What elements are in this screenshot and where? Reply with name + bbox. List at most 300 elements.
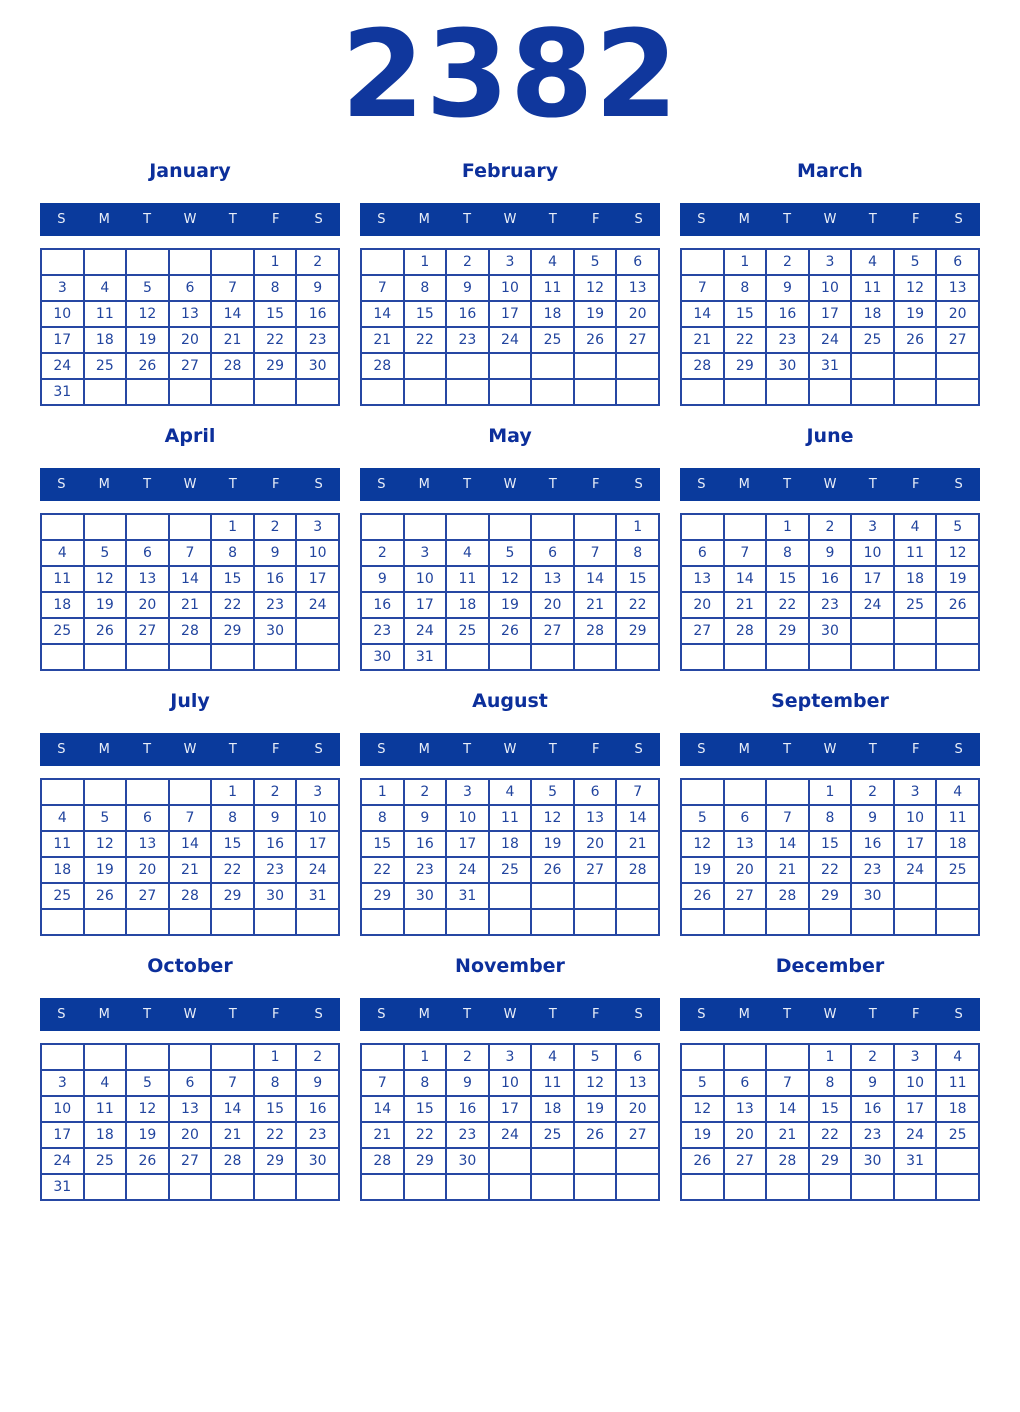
day-cell: 8 [404, 1070, 447, 1096]
day-cell: 5 [681, 805, 724, 831]
month-days-body [41, 779, 339, 935]
day-cell: 20 [681, 592, 724, 618]
weekday-label: M [738, 477, 750, 492]
day-cell: 13 [936, 275, 979, 301]
day-cell: 22 [211, 592, 254, 618]
day-cell: 12 [574, 1070, 617, 1096]
weekday-label: W [823, 742, 837, 757]
empty-day-cell [616, 1148, 659, 1174]
day-cell: 25 [446, 618, 489, 644]
day-cell: 28 [169, 618, 212, 644]
day-cell: 20 [724, 1122, 767, 1148]
day-cell: 1 [211, 779, 254, 805]
empty-day-cell [41, 909, 84, 935]
weekday-label: W [183, 477, 197, 492]
weekday-header-row [40, 468, 340, 501]
day-cell: 25 [531, 327, 574, 353]
day-cell: 26 [936, 592, 979, 618]
day-cell: 5 [681, 1070, 724, 1096]
day-cell: 13 [724, 1096, 767, 1122]
empty-day-cell [531, 909, 574, 935]
day-cell: 7 [766, 805, 809, 831]
day-cell: 23 [851, 1122, 894, 1148]
month-days-body [41, 1044, 339, 1200]
day-cell: 6 [531, 540, 574, 566]
day-cell: 19 [84, 857, 127, 883]
day-cell: 14 [361, 301, 404, 327]
week-row [41, 1122, 339, 1148]
empty-day-cell [296, 909, 339, 935]
day-cell: 14 [724, 566, 767, 592]
weekday-label: W [823, 1007, 837, 1022]
day-cell: 16 [361, 592, 404, 618]
empty-day-cell [851, 379, 894, 405]
day-cell: 26 [681, 883, 724, 909]
months-grid [0, 160, 1020, 1201]
weekday-label: M [418, 742, 430, 757]
day-cell: 26 [126, 353, 169, 379]
week-row [41, 618, 339, 644]
empty-day-cell [574, 1174, 617, 1200]
day-cell: 27 [616, 327, 659, 353]
week-row [41, 909, 339, 935]
week-row [361, 857, 659, 883]
weekday-label: S [377, 212, 386, 227]
empty-day-cell [169, 644, 212, 670]
day-cell: 4 [446, 540, 489, 566]
day-cell: 23 [851, 857, 894, 883]
weekday-label: T [868, 1007, 877, 1022]
day-cell: 5 [936, 514, 979, 540]
weekday-label: T [463, 212, 472, 227]
month-title: September [771, 690, 889, 712]
day-cell: 10 [446, 805, 489, 831]
weekday-label: S [314, 1007, 323, 1022]
empty-day-cell [531, 1148, 574, 1174]
day-cell: 30 [361, 644, 404, 670]
day-cell: 5 [489, 540, 532, 566]
day-cell: 2 [296, 1044, 339, 1070]
day-cell: 19 [936, 566, 979, 592]
day-cell: 11 [84, 301, 127, 327]
day-cell: 21 [211, 327, 254, 353]
empty-day-cell [361, 379, 404, 405]
day-cell: 18 [41, 592, 84, 618]
day-cell: 12 [84, 831, 127, 857]
day-cell: 9 [296, 1070, 339, 1096]
day-cell: 16 [446, 1096, 489, 1122]
empty-day-cell [84, 249, 127, 275]
week-row [41, 779, 339, 805]
month-block [40, 955, 340, 1201]
day-cell: 16 [766, 301, 809, 327]
day-cell: 8 [404, 275, 447, 301]
day-cell: 27 [724, 883, 767, 909]
week-row [681, 514, 979, 540]
month-title: January [149, 160, 231, 182]
week-row [681, 1044, 979, 1070]
day-cell: 5 [84, 805, 127, 831]
day-cell: 6 [724, 1070, 767, 1096]
weekday-label: F [911, 212, 920, 227]
day-cell: 25 [936, 857, 979, 883]
week-row [41, 1148, 339, 1174]
day-cell: 30 [851, 1148, 894, 1174]
empty-day-cell [404, 353, 447, 379]
day-cell: 20 [531, 592, 574, 618]
day-cell: 24 [446, 857, 489, 883]
day-cell: 15 [211, 831, 254, 857]
empty-day-cell [211, 909, 254, 935]
empty-day-cell [681, 379, 724, 405]
month-days-body [361, 249, 659, 405]
empty-day-cell [851, 353, 894, 379]
empty-day-cell [254, 1174, 297, 1200]
day-cell: 29 [809, 883, 852, 909]
day-cell: 7 [681, 275, 724, 301]
empty-day-cell [254, 644, 297, 670]
day-cell: 9 [404, 805, 447, 831]
day-cell: 15 [766, 566, 809, 592]
empty-day-cell [766, 644, 809, 670]
week-row [41, 805, 339, 831]
day-cell: 19 [126, 327, 169, 353]
day-cell: 5 [894, 249, 937, 275]
day-cell: 28 [681, 353, 724, 379]
day-cell: 24 [489, 327, 532, 353]
day-cell: 23 [446, 1122, 489, 1148]
empty-day-cell [126, 379, 169, 405]
weekday-label: S [314, 212, 323, 227]
day-cell: 15 [211, 566, 254, 592]
weekday-label: M [98, 742, 110, 757]
empty-day-cell [724, 379, 767, 405]
empty-day-cell [169, 514, 212, 540]
day-cell: 10 [296, 540, 339, 566]
week-row [681, 805, 979, 831]
weekday-label: T [228, 477, 237, 492]
weekday-label: T [463, 477, 472, 492]
week-row [681, 1122, 979, 1148]
day-cell: 31 [894, 1148, 937, 1174]
day-cell: 25 [41, 618, 84, 644]
day-cell: 7 [766, 1070, 809, 1096]
day-cell: 21 [211, 1122, 254, 1148]
day-cell: 21 [574, 592, 617, 618]
empty-day-cell [766, 779, 809, 805]
day-cell: 26 [681, 1148, 724, 1174]
month-title: November [455, 955, 565, 977]
week-row [361, 1044, 659, 1070]
empty-day-cell [211, 644, 254, 670]
week-row [41, 275, 339, 301]
empty-day-cell [296, 1174, 339, 1200]
day-cell: 31 [41, 379, 84, 405]
day-cell: 7 [574, 540, 617, 566]
day-cell: 26 [574, 1122, 617, 1148]
day-cell: 15 [404, 301, 447, 327]
day-cell: 11 [531, 275, 574, 301]
week-row [681, 353, 979, 379]
month-days-body [681, 779, 979, 935]
month-block [40, 690, 340, 936]
day-cell: 20 [169, 327, 212, 353]
day-cell: 19 [681, 1122, 724, 1148]
weekday-label: W [823, 212, 837, 227]
day-cell: 27 [126, 883, 169, 909]
day-cell: 25 [851, 327, 894, 353]
day-cell: 5 [126, 275, 169, 301]
empty-day-cell [126, 1044, 169, 1070]
day-cell: 13 [574, 805, 617, 831]
empty-day-cell [404, 1174, 447, 1200]
week-row [361, 909, 659, 935]
empty-day-cell [489, 514, 532, 540]
day-cell: 6 [169, 275, 212, 301]
empty-day-cell [894, 353, 937, 379]
weekday-label: M [418, 477, 430, 492]
day-cell: 2 [851, 779, 894, 805]
day-cell: 4 [531, 1044, 574, 1070]
day-cell: 14 [766, 831, 809, 857]
day-cell: 26 [894, 327, 937, 353]
day-cell: 17 [404, 592, 447, 618]
day-cell: 6 [681, 540, 724, 566]
day-cell: 15 [361, 831, 404, 857]
weekday-label: S [697, 212, 706, 227]
empty-day-cell [574, 883, 617, 909]
weekday-label: M [98, 477, 110, 492]
weekday-header-row [40, 203, 340, 236]
day-cell: 22 [404, 327, 447, 353]
empty-day-cell [531, 644, 574, 670]
week-row [681, 644, 979, 670]
empty-day-cell [681, 514, 724, 540]
day-cell: 18 [446, 592, 489, 618]
month-days-table [680, 248, 980, 406]
empty-day-cell [84, 379, 127, 405]
day-cell: 11 [489, 805, 532, 831]
day-cell: 3 [489, 1044, 532, 1070]
empty-day-cell [41, 249, 84, 275]
day-cell: 8 [254, 275, 297, 301]
day-cell: 6 [126, 805, 169, 831]
empty-day-cell [489, 883, 532, 909]
weekday-label: M [738, 742, 750, 757]
day-cell: 26 [84, 618, 127, 644]
month-days-table [40, 513, 340, 671]
day-cell: 5 [84, 540, 127, 566]
day-cell: 27 [169, 353, 212, 379]
empty-day-cell [724, 1174, 767, 1200]
week-row [41, 1044, 339, 1070]
empty-day-cell [361, 909, 404, 935]
weekday-label: S [57, 1007, 66, 1022]
day-cell: 20 [126, 857, 169, 883]
empty-day-cell [936, 644, 979, 670]
weekday-label: S [954, 212, 963, 227]
day-cell: 20 [724, 857, 767, 883]
day-cell: 1 [766, 514, 809, 540]
day-cell: 18 [84, 327, 127, 353]
day-cell: 30 [809, 618, 852, 644]
weekday-label: S [377, 1007, 386, 1022]
empty-day-cell [254, 379, 297, 405]
day-cell: 18 [41, 857, 84, 883]
weekday-header-row [360, 203, 660, 236]
day-cell: 13 [681, 566, 724, 592]
empty-day-cell [296, 618, 339, 644]
day-cell: 1 [211, 514, 254, 540]
day-cell: 16 [404, 831, 447, 857]
month-days-body [681, 249, 979, 405]
day-cell: 12 [681, 831, 724, 857]
day-cell: 15 [724, 301, 767, 327]
day-cell: 11 [41, 831, 84, 857]
empty-day-cell [681, 779, 724, 805]
empty-day-cell [296, 379, 339, 405]
day-cell: 17 [894, 831, 937, 857]
weekday-label: T [143, 1007, 152, 1022]
month-title: December [775, 955, 885, 977]
day-cell: 24 [41, 353, 84, 379]
month-block [360, 160, 660, 406]
day-cell: 11 [851, 275, 894, 301]
day-cell: 17 [489, 301, 532, 327]
empty-day-cell [41, 1044, 84, 1070]
day-cell: 21 [724, 592, 767, 618]
day-cell: 27 [126, 618, 169, 644]
weekday-label: S [697, 742, 706, 757]
empty-day-cell [169, 249, 212, 275]
weekday-label: T [228, 1007, 237, 1022]
day-cell: 25 [531, 1122, 574, 1148]
empty-day-cell [681, 249, 724, 275]
month-days-table [360, 513, 660, 671]
week-row [681, 857, 979, 883]
day-cell: 3 [851, 514, 894, 540]
weekday-header-row [40, 733, 340, 766]
week-row [361, 644, 659, 670]
empty-day-cell [574, 379, 617, 405]
day-cell: 22 [809, 1122, 852, 1148]
empty-day-cell [681, 1174, 724, 1200]
day-cell: 29 [254, 1148, 297, 1174]
day-cell: 23 [809, 592, 852, 618]
week-row [361, 1174, 659, 1200]
weekday-label: S [377, 742, 386, 757]
month-block [360, 955, 660, 1201]
day-cell: 17 [446, 831, 489, 857]
day-cell: 29 [809, 1148, 852, 1174]
empty-day-cell [126, 249, 169, 275]
month-days-table [680, 778, 980, 936]
month-block [360, 425, 660, 671]
empty-day-cell [126, 644, 169, 670]
empty-day-cell [169, 379, 212, 405]
weekday-label: T [548, 477, 557, 492]
day-cell: 18 [894, 566, 937, 592]
month-days-body [681, 514, 979, 670]
weekday-label: S [954, 477, 963, 492]
day-cell: 25 [489, 857, 532, 883]
day-cell: 18 [531, 301, 574, 327]
day-cell: 20 [574, 831, 617, 857]
empty-day-cell [169, 909, 212, 935]
week-row [681, 327, 979, 353]
weekday-label: W [503, 212, 517, 227]
day-cell: 6 [724, 805, 767, 831]
empty-day-cell [404, 909, 447, 935]
day-cell: 12 [126, 301, 169, 327]
day-cell: 24 [851, 592, 894, 618]
day-cell: 17 [809, 301, 852, 327]
week-row [41, 353, 339, 379]
week-row [41, 1174, 339, 1200]
day-cell: 14 [169, 566, 212, 592]
empty-day-cell [894, 883, 937, 909]
day-cell: 11 [894, 540, 937, 566]
weekday-label: S [634, 742, 643, 757]
day-cell: 12 [84, 566, 127, 592]
day-cell: 7 [361, 1070, 404, 1096]
week-row [41, 249, 339, 275]
day-cell: 22 [404, 1122, 447, 1148]
empty-day-cell [531, 1174, 574, 1200]
week-row [361, 779, 659, 805]
month-block [680, 160, 980, 406]
month-days-body [41, 514, 339, 670]
day-cell: 12 [531, 805, 574, 831]
month-block [680, 425, 980, 671]
day-cell: 3 [41, 275, 84, 301]
day-cell: 8 [724, 275, 767, 301]
empty-day-cell [616, 883, 659, 909]
day-cell: 23 [296, 1122, 339, 1148]
week-row [361, 379, 659, 405]
month-title: February [461, 160, 559, 182]
month-days-table [360, 778, 660, 936]
day-cell: 19 [681, 857, 724, 883]
weekday-header-row [680, 468, 980, 501]
month-days-table [360, 1043, 660, 1201]
day-cell: 8 [809, 1070, 852, 1096]
day-cell: 19 [894, 301, 937, 327]
day-cell: 9 [766, 275, 809, 301]
week-row [361, 592, 659, 618]
weekday-label: S [57, 742, 66, 757]
day-cell: 20 [616, 1096, 659, 1122]
empty-day-cell [84, 909, 127, 935]
empty-day-cell [211, 249, 254, 275]
week-row [41, 514, 339, 540]
weekday-label: F [911, 1007, 920, 1022]
day-cell: 13 [616, 275, 659, 301]
week-row [681, 1174, 979, 1200]
day-cell: 13 [724, 831, 767, 857]
week-row [681, 540, 979, 566]
day-cell: 27 [724, 1148, 767, 1174]
week-row [361, 805, 659, 831]
empty-day-cell [126, 909, 169, 935]
day-cell: 14 [211, 301, 254, 327]
week-row [681, 566, 979, 592]
week-row [681, 779, 979, 805]
day-cell: 30 [446, 1148, 489, 1174]
day-cell: 31 [404, 644, 447, 670]
empty-day-cell [446, 909, 489, 935]
empty-day-cell [446, 514, 489, 540]
